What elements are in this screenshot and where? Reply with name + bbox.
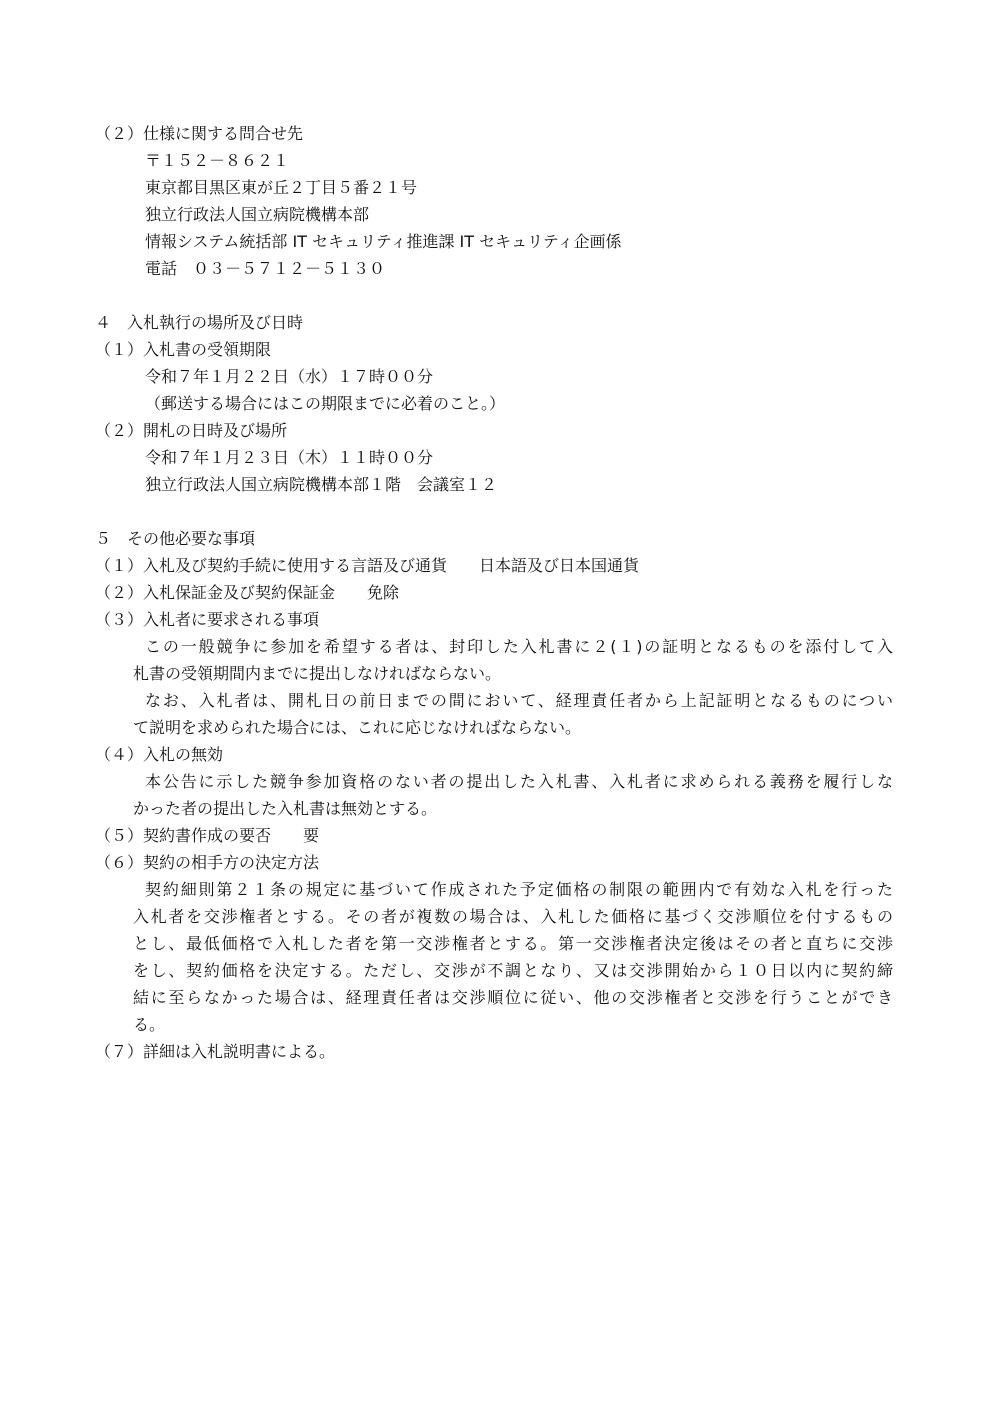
contact-phone: 電話 ０３－５７１２－５１３０ — [145, 259, 386, 278]
contact-heading: （２）仕様に関する問合せ先 — [95, 124, 304, 143]
section5-item3-paragraph1-line1: この一般競争に参加を希望する者は、封印した入札書に２(１)の証明となるものを添付して入 — [145, 637, 893, 656]
section5-item5: （５）契約書作成の要否 要 — [95, 826, 320, 845]
section5-item4-line2: かった者の提出した入札書は無効とする。 — [133, 799, 438, 818]
section5-item6-line2: 入札者を交渉権者とする。その者が複数の場合は、入札した価格に基づく交渉順位を付するもの — [133, 907, 893, 926]
contact-department: 情報システム統括部 IT セキュリティ推進課 IT セキュリティ企画係 — [145, 232, 622, 251]
section5-heading: ５ その他必要な事項 — [95, 529, 256, 548]
section4-item1-note: （郵送する場合にはこの期限までに必着のこと。） — [145, 394, 506, 413]
section5-item6-line4: をし、契約価格を決定する。ただし、交渉が不調となり、又は交渉開始から１０日以内に契約締 — [133, 961, 893, 980]
section5-item6-line5: 結に至らなかった場合は、経理責任者は交渉順位に従い、他の交渉権者と交渉を行うことができ — [133, 988, 893, 1007]
section5-item6-line3: とし、最低価格で入札した者を第一交渉権者とする。第一交渉権者決定後はその者と直ちに交渉 — [133, 934, 893, 953]
section5-item6-line1: 契約細則第２１条の規定に基づいて作成された予定価格の制限の範囲内で有効な入札を行った — [145, 880, 893, 899]
section5-item6-heading: （６）契約の相手方の決定方法 — [95, 853, 320, 872]
section5-item3-paragraph1-line2: 札書の受領期間内までに提出しなければならない。 — [133, 664, 502, 683]
section5-item1: （１）入札及び契約手続に使用する言語及び通貨 日本語及び日本国通貨 — [95, 556, 640, 575]
contact-address: 東京都目黒区東が丘２丁目５番２１号 — [145, 178, 418, 197]
section5-item3-paragraph2-line1: なお、入札者は、開札日の前日までの間において、経理責任者から上記証明となるものについ — [145, 691, 893, 710]
section4-heading: ４ 入札執行の場所及び日時 — [95, 313, 304, 332]
section5-item6-line6: る。 — [133, 1015, 166, 1034]
section5-item4-line1: 本公告に示した競争参加資格のない者の提出した入札書、入札者に求められる義務を履行しな — [145, 772, 893, 791]
section5-item3-paragraph2-line2: て説明を求められた場合には、これに応じなければならない。 — [133, 718, 582, 737]
contact-organization: 独立行政法人国立病院機構本部 — [145, 205, 370, 224]
section4-item2-datetime: 令和７年１月２３日（木）１１時００分 — [145, 448, 434, 467]
section5-item4-heading: （４）入札の無効 — [95, 745, 224, 764]
section5-item3-heading: （３）入札者に要求される事項 — [95, 610, 320, 629]
section5-item2: （２）入札保証金及び契約保証金 免除 — [95, 583, 400, 602]
section5-item7: （７）詳細は入札説明書による。 — [95, 1042, 336, 1061]
section4-item1-datetime: 令和７年１月２２日（水）１７時００分 — [145, 367, 434, 386]
section4-item2-place: 独立行政法人国立病院機構本部１階 会議室１２ — [145, 475, 498, 494]
section4-item1-heading: （１）入札書の受領期限 — [95, 340, 272, 359]
contact-postal-code: 〒１５２－８６２１ — [145, 151, 290, 170]
section4-item2-heading: （２）開札の日時及び場所 — [95, 421, 288, 440]
